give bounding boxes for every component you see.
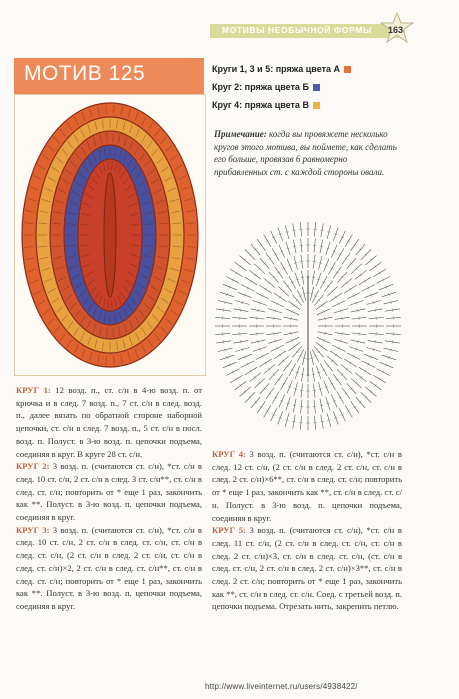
stitch-crossbar — [312, 277, 315, 278]
round-4-text: КРУГ 4: 3 возд. п. (считаются ст. с/н), *ст. с/н в след. 12 ст. с/н, (2 ст. с/н в след. 2 ст. с/н, ст. с/н в след. 2 ст. с/н)×6**, ст. с/н в след. ст. с/н; повторить от * еще 1 раз, закончить как **, ст. с/н в след. ст. с/н. Полуст. в 3-ю возд. п. цепочки подъема, соединяя в круг. — [212, 449, 402, 523]
stitch-crossbar — [392, 309, 393, 312]
stitch-crossbar — [236, 272, 238, 275]
instructions-right-column — [212, 448, 402, 613]
stitch-crossbar — [301, 374, 304, 375]
legend-row-a: Круги 1, 3 и 5: пряжа цвета А — [212, 62, 351, 80]
stitch-crossbar — [342, 317, 343, 320]
round-5-text: КРУГ 5: 3 возд. п. (считаются ст. с/н), *ст. с/н в след. 11 ст. с/н, (2 ст. с/н в след. ст. с/н, ст. с/н в след. 2 ст. с/н)×3, ст. с/н в след. ст. с/н, (ст. с/н в след. ст. с/н, 2 ст. с/н в след. 2 ст. с/н)×3**, ст. с/н в след. 2 ст. с/н; повторить от * еще 1 раз, закончить как **, ст. с/н в след. ст. с/н. Соед. с третьей возд. п. цепочки подъема. Отрезать нить, закрепить петлю. — [212, 525, 402, 612]
stitch-crossbar — [327, 365, 330, 367]
color-swatch-a — [344, 66, 351, 73]
stitch-crossbar — [321, 230, 324, 231]
stitch-crossbar — [292, 230, 295, 231]
stitch-crossbar — [375, 340, 376, 343]
stitch-crossbar — [350, 362, 352, 365]
stitch-crossbar — [320, 246, 323, 247]
stitch-crossbar — [291, 317, 292, 320]
stitch-crossbar — [303, 294, 306, 295]
stitch-crossbar — [320, 405, 323, 406]
stitch-crossbar — [336, 379, 339, 381]
stitch-crossbar — [250, 280, 252, 283]
stitch-crossbar — [260, 406, 263, 408]
stitch-crossbar — [292, 421, 295, 422]
stitch-crossbar — [364, 280, 366, 283]
stitch-crossbar — [274, 317, 275, 320]
stitch-crossbar — [274, 332, 275, 335]
legend-row-b: Круг 2: пряжа цвета Б — [212, 80, 351, 98]
stitch-crossbar — [277, 272, 280, 274]
source-url: http://www.liveinternet.ru/users/4938422/ — [205, 682, 358, 691]
crochet-center — [104, 173, 116, 297]
stitch-crossbar — [279, 354, 281, 357]
stitch-crossbar — [241, 309, 242, 312]
stitch-crossbar — [291, 332, 292, 335]
stitch-crossbar — [312, 374, 315, 375]
stitch-crossbar — [335, 354, 337, 357]
stitch-crossbar — [286, 285, 289, 287]
yarn-legend — [212, 62, 351, 116]
legend-row-c: Круг 4: пряжа цвета В — [212, 98, 351, 116]
stitch-crossbar — [277, 379, 280, 381]
stitch-texture — [107, 133, 108, 142]
stitch-crossbar — [223, 340, 224, 343]
stitch-crossbar — [321, 421, 324, 422]
stitch-crossbar — [327, 285, 330, 287]
stitch-crossbar — [310, 358, 313, 359]
stitch-crossbar — [345, 258, 348, 260]
stitch-texture — [113, 328, 114, 337]
stitch-crossbar — [293, 246, 296, 247]
color-swatch-c — [313, 102, 320, 109]
stitch-crossbar — [241, 340, 242, 343]
crochet-chart-diagram — [212, 220, 404, 432]
stitch-crossbar — [269, 258, 272, 260]
stitch-crossbar — [353, 406, 356, 408]
stitch-crossbar — [375, 309, 376, 312]
color-swatch-b — [313, 84, 320, 91]
stitch-crossbar — [353, 244, 356, 246]
stitch-crossbar — [345, 393, 348, 395]
stitch-crossbar — [293, 405, 296, 406]
stitch-crossbar — [325, 332, 326, 335]
crochet-oval-photo — [15, 95, 205, 375]
stitch-texture — [107, 328, 108, 337]
stitch-crossbar — [310, 294, 313, 295]
stitch-crossbar — [269, 393, 272, 395]
stitch-crossbar — [223, 309, 224, 312]
stitch-crossbar — [236, 378, 238, 381]
stitch-crossbar — [342, 332, 343, 335]
stitch-crossbar — [379, 272, 381, 275]
instructions-left-column — [16, 384, 202, 613]
stitch-crossbar — [325, 317, 326, 320]
stitch-crossbar — [301, 277, 304, 278]
stitch-crossbar — [350, 288, 352, 291]
running-header: МОТИВЫ НЕОБЫЧНОЙ ФОРМЫ — [222, 25, 372, 35]
note: Примечание: когда вы провяжете несколько кругов этого мотива, вы поймете, как сделать его больше, провязав 6 равномерно прибавленных ст. с каждой стороны овала. — [214, 129, 397, 177]
motif-title: МОТИВ 125 — [24, 62, 146, 85]
stitch-crossbar — [335, 296, 337, 299]
stitch-crossbar — [303, 358, 306, 359]
stitch-crossbar — [250, 370, 252, 373]
stitch-crossbar — [260, 244, 263, 246]
photo-frame — [14, 94, 206, 376]
round-2-text: КРУГ 2: 3 возд. п. (считаются ст. с/н), *ст. с/н в след. 10 ст. с/н, 2 ст. с/н в след. 3 ст. с/н**, ст. с/н в след. ст. с/н; повторить от * еще 1 раз, закончить как **. Полуст. в 3-ю возд. п. цепочки подъема, соединяя в круг. — [16, 461, 202, 523]
round-3-text: КРУГ 3: 3 возд. п. (считаются ст. с/н), *ст. с/н в след. 10 ст. с/н, 2 ст. с/н в след. ст. с/н, ст. с/н в след. ст. с/н, (2 ст. с/н в след. 2 ст. с/н, ст. с/н в след. ст. с/н)×2, 2 ст. с/н в след. ст. с/н**, ст. с/н в след. ст. с/н; повторить от * еще 1 раз, закончить как **. Полуст. в 3-ю возд. п. цепочки подъема, соединяя в круг. — [16, 524, 202, 611]
stitch-crossbar — [379, 378, 381, 381]
stitch-crossbar — [336, 272, 339, 274]
stitch-crossbar — [392, 340, 393, 343]
stitch-crossbar — [286, 365, 289, 367]
stitch-crossbar — [265, 362, 267, 365]
stitch-crossbar — [265, 288, 267, 291]
page-number: 163 — [388, 25, 404, 35]
stitch-crossbar — [364, 370, 366, 373]
stitch-crossbar — [279, 296, 281, 299]
round-1-text: КРУГ 1: 12 возд. п., ст. с/н в 4-ю возд. п. от крючка и в след. 7 возд. п., 7 ст. с/н в след. возд. п., далее вязать по обратной стороне наборной цепочки, ст. с/н в след. 7 возд. п., 5 ст. с/н в посл. возд. п. Полуст. в 3-ю возд. п. цепочки подъема, соединяя в круг. В круге 28 ст. с/н. — [16, 385, 202, 459]
stitch-texture — [113, 133, 114, 142]
